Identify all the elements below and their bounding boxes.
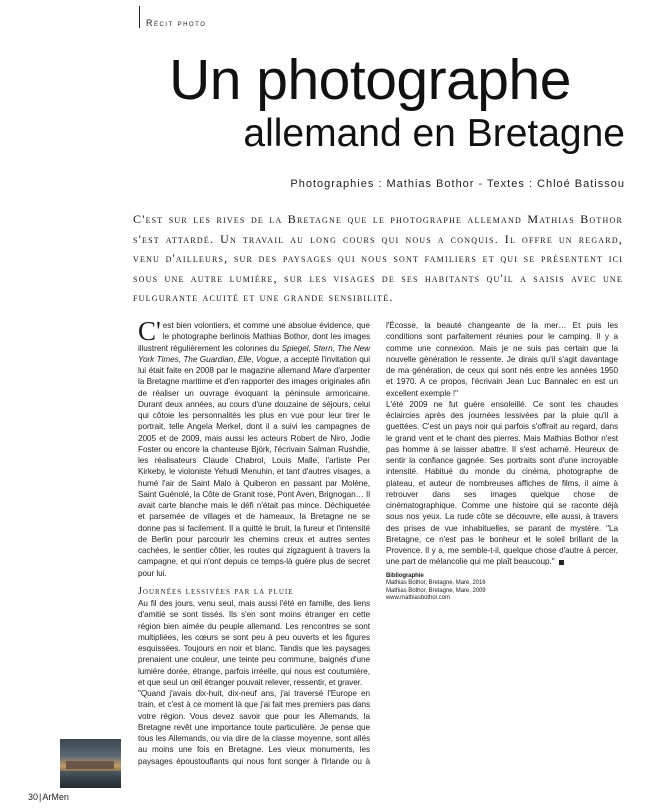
body-paragraph-3: "Quand j'avais dix-huit, dix-neuf ans, j'ai traversé l'Europe en train, et c'est à ce moment là que j'ai fait mes premiers pas dans votre région. Vous devez savoir que pour les Allemands, la Bretagne revêt une importance toute particulière. Je pense que tous les Allemands, ou via dire de la classe moyenne, sont allés au moins une fois en Bretagne. Les vieux monuments, les paysages époustouflants qui nous font songer à l'Irlande ou à l'Écosse, la beauté changeante de la mer… Et puis les conditions sont parfaitement réunies pour le camping. Il y a comme une connexion. Mais je ne suis pas certain que la nouvelle génération le ressente. Je dirais qu'il s'agit davantage de ma génération, de ceux qui sont nés entre les années 1950 et 1970. A ce propos, l'écrivain Jean Luc Bannalec en est un excellent exemple !" (138, 321, 618, 766)
photo-water (60, 771, 121, 788)
publication-name: The New York Times (138, 343, 370, 364)
bibliography-website: www.mathiasbothor.com (386, 595, 450, 601)
body-subheading: Journées lessivées par la pluie (138, 585, 294, 597)
end-of-article-mark (559, 560, 564, 565)
page-number: 30 (28, 792, 39, 802)
publication-name: Vogue (255, 354, 280, 364)
bibliography-entry: Mathias Bothor, Bretagne, Mare, 2016 (386, 580, 486, 586)
article-lead: C'est sur les rives de la Bretagne que le photographe allemand Mathias Bothor s'est attardé. Un travail au long cours qui nous a conquis. Il offre un regard, venu d'ailleurs, sur des paysages qui nous sont familiers et qui se présentent ici sous une autre lumière, sur les visages de ses habitants qu'il a saisis avec une fulgurante acuité et une grande sensibilité. (133, 212, 623, 304)
publication-name: Elle (237, 354, 252, 364)
publication-name: Mare (312, 366, 332, 375)
rubric-divider (139, 6, 140, 28)
article-title-line2: allemand en Bretagne (243, 112, 625, 155)
body-paragraph-4: L'été 2009 ne fut guère ensoleillé. Ce sont les chaudes éclaircies après des journées lessivées par la pluie qu'il a guettées. C'est un pays noir qui parfois s'offrait au regard, dans le grand vent et le chant des pierres. Mais Mathias Bothor n'est pas homme à se laisser abattre. Il s'est acharné. Heureux de sentir la confiance gagnée. Ses portraits sont d'une incroyable intensité. Habitué du monde du cinéma, photographe de plateau, et auteur de nombreuses affiches de films, il aime à retrouver dans ses images quelque chose de cinématographique. Comme une histoire qui se raconte déjà sous nos yeux. La rude côte se découvre, elle aussi, à travers des prises de vue inhabituelles, se parant de mystère. "La Bretagne, ce n'est pas le bonheur et le soleil brillant de la Provence. Il y a, me semble-t-il, quelque chose d'autre à percer, une part de mélancolie qui me plaît beaucoup." (386, 399, 618, 567)
article-body (138, 316, 618, 774)
publication-name: Spiegel (281, 343, 309, 353)
body-paragraph-1: C'est bien volontiers, et comme une absolue évidence, que le photographe berlinois Mathias Bothor, dont les images illustrent régulièrement les colonnes du Spiegel, Stern, The New York Times, The Guardian, Elle, Vogue, a accepté l'invitation qui lui était faite en 2008 par le magazine allemand Mare d'arpenter la Bretagne maritime et d'en rapporter des images originales afin de réaliser un ouvrage évoquant la péninsule armoricaine. Durant deux années, au cours d'une douzaine de séjours, celui qui côtoie les personnalités les plus en vue pour leur tirer le portrait, telle Angela Merkel, dont il a suivi les campagnes de 2005 et de 2009, mais aussi les acteurs Robert de Niro, Jodie Foster ou encore la chanteuse Björk, l'écrivain Salman Rushdie, les réalisateurs Claude Chabrol, Louis Malle, l'artiste Per Kirkeby, le violoniste Yehudi Menuhin, et tant d'autres visages, a humé l'air de Saint Malo à Quiberon en passant par Molène, Saint Guénolé, la Côte de Granit rose, Pont Aven, Brignogan… Il avait carte blanche mais le défi n'était pas mince. Déchiquetée et parsemée de villages et de hameaux, la Bretagne ne se donne pas si facilement. Il a quitté le bruit, la fureur et l'intensité de Berlin pour parcourir les chemins creux et autres sentes cachées, le sentier côtier, les routes qui zigzaguent à travers la campagne, et qui n'ont depuis ce temps-là guère plus de secret pour lui. (138, 316, 370, 578)
footer-separator-icon: | (39, 792, 42, 802)
article-credits: Photographies : Mathias Bothor - Textes : Chloé Batissou (290, 178, 625, 190)
bibliography-entry: Mathias Bothor, Bretagne, Mare, 2009 (386, 587, 486, 594)
bibliography-heading: Bibliographie (386, 572, 424, 579)
article-title-line1: Un photographe (169, 48, 571, 112)
body-paragraph-2: Au fil des jours, venu seul, mais aussi l'été en famille, des liens d'amitié se sont tissés. Ils s'en sont moins étranger en cette région bien aimée du peuple allemand. Les rencontres se sont multipliées, les cœurs se sont peu à peu ouverts et les figures esquissées. Toujours en noir et blanc. Tandis que les paysages prenaient une couleur, une teinte peu commune, baignés d'une lumière dorée, étrange, parfois irréelle, qui nous est coutumière, et que seul un œil étranger pouvait relever, ressentir, et graver. (138, 599, 370, 687)
publication-name: The Guardian (183, 354, 234, 364)
photo-town-silhouette (66, 761, 114, 769)
page-footer (28, 792, 69, 802)
publication-name: Stern (313, 343, 333, 353)
section-rubric: Récit photo (146, 18, 207, 28)
harbour-thumbnail-photo (60, 739, 121, 788)
bibliography (386, 573, 618, 603)
magazine-name: ArMen (42, 792, 69, 802)
